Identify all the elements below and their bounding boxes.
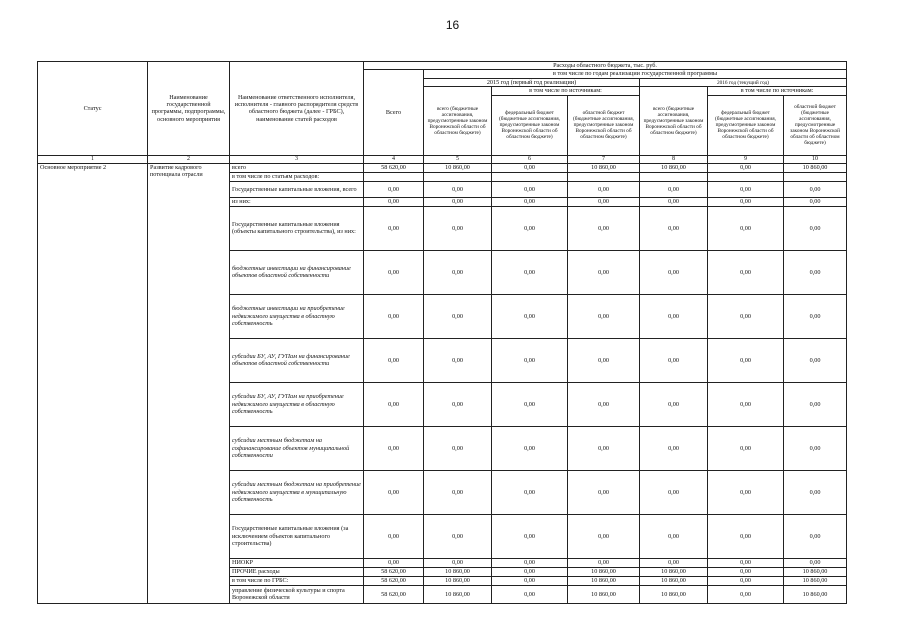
header-year-2015: 2015 год (первый год реализации) bbox=[424, 78, 640, 86]
value-cell: 0,00 bbox=[784, 338, 847, 382]
value-cell: 0,00 bbox=[364, 558, 424, 567]
value-cell: 0,00 bbox=[568, 514, 640, 558]
column-number: 1 bbox=[38, 155, 148, 163]
value-cell: 0,00 bbox=[364, 181, 424, 197]
value-cell: 0,00 bbox=[424, 558, 492, 567]
value-cell: 0,00 bbox=[784, 294, 847, 338]
header-program-name: Наименование государственной программы, подпрограммы, основного мероприятия bbox=[148, 62, 230, 156]
value-cell bbox=[492, 172, 568, 181]
value-cell: 10 860,00 bbox=[568, 163, 640, 172]
value-cell: 0,00 bbox=[364, 250, 424, 294]
value-cell: 0,00 bbox=[708, 470, 784, 514]
column-number: 3 bbox=[230, 155, 364, 163]
value-cell: 0,00 bbox=[492, 585, 568, 603]
column-number: 7 bbox=[568, 155, 640, 163]
value-cell: 0,00 bbox=[708, 250, 784, 294]
value-cell: 0,00 bbox=[492, 382, 568, 426]
value-cell: 0,00 bbox=[568, 206, 640, 250]
value-cell: 0,00 bbox=[424, 206, 492, 250]
value-cell: 10 860,00 bbox=[424, 585, 492, 603]
row-name-cell: субсидии БУ, АУ, ГУПам на финансирование объектов областной собственности bbox=[230, 338, 364, 382]
header-col-total-2016: всего (бюджетные ассигнования, предусмотренные законом Воронежской области об областном бюджете) bbox=[640, 87, 708, 155]
value-cell: 0,00 bbox=[492, 567, 568, 576]
column-number: 8 bbox=[640, 155, 708, 163]
header-by-years: в том числе по годам реализации государственной программы bbox=[424, 70, 847, 78]
header-col-regional-2016: областной бюджет (бюджетные ассигнования, предусмотренные законом Воронежской области об областном бюджете) bbox=[784, 95, 847, 155]
value-cell: 0,00 bbox=[640, 197, 708, 206]
header-col-total-2015: всего (бюджетные ассигнования, предусмотренные законом Воронежской области об областном бюджете) bbox=[424, 87, 492, 155]
value-cell: 0,00 bbox=[708, 567, 784, 576]
value-cell: 10 860,00 bbox=[784, 576, 847, 585]
value-cell: 0,00 bbox=[492, 470, 568, 514]
value-cell: 0,00 bbox=[784, 206, 847, 250]
value-cell: 0,00 bbox=[708, 514, 784, 558]
row-name-cell: управление физической культуры и спорта Воронежской области bbox=[230, 585, 364, 603]
value-cell: 0,00 bbox=[640, 558, 708, 567]
value-cell: 0,00 bbox=[424, 382, 492, 426]
value-cell: 0,00 bbox=[492, 206, 568, 250]
value-cell: 0,00 bbox=[640, 382, 708, 426]
value-cell: 0,00 bbox=[424, 514, 492, 558]
row-name-cell: ПРОЧИЕ расходы bbox=[230, 567, 364, 576]
value-cell: 0,00 bbox=[492, 558, 568, 567]
value-cell: 10 860,00 bbox=[568, 567, 640, 576]
value-cell bbox=[784, 172, 847, 181]
column-number: 6 bbox=[492, 155, 568, 163]
value-cell: 0,00 bbox=[492, 250, 568, 294]
value-cell: 0,00 bbox=[784, 382, 847, 426]
value-cell: 0,00 bbox=[424, 470, 492, 514]
value-cell: 0,00 bbox=[784, 426, 847, 470]
column-number: 2 bbox=[148, 155, 230, 163]
value-cell: 0,00 bbox=[708, 338, 784, 382]
row-name-cell: из них: bbox=[230, 197, 364, 206]
header-col-regional-2015: областной бюджет (бюджетные ассигнования, предусмотренные законом Воронежской области об областном бюджете) bbox=[568, 95, 640, 155]
value-cell: 0,00 bbox=[424, 181, 492, 197]
row-name-cell: в том числе по статьям расходов: bbox=[230, 172, 364, 181]
value-cell: 0,00 bbox=[568, 197, 640, 206]
value-cell: 0,00 bbox=[364, 470, 424, 514]
header-expenses-title: Расходы областного бюджета, тыс. руб. bbox=[364, 62, 847, 70]
value-cell: 0,00 bbox=[784, 181, 847, 197]
value-cell: 58 620,00 bbox=[364, 576, 424, 585]
value-cell: 10 860,00 bbox=[784, 585, 847, 603]
row-name-cell: Государственные капитальные вложения (за исключением объектов капитального строительства) bbox=[230, 514, 364, 558]
value-cell: 0,00 bbox=[640, 294, 708, 338]
value-cell: 58 620,00 bbox=[364, 163, 424, 172]
value-cell: 0,00 bbox=[708, 382, 784, 426]
column-number: 4 bbox=[364, 155, 424, 163]
value-cell: 0,00 bbox=[492, 197, 568, 206]
value-cell: 10 860,00 bbox=[784, 567, 847, 576]
value-cell: 10 860,00 bbox=[784, 163, 847, 172]
row-name-cell: бюджетные инвестиции на приобретение недвижимого имущества в областную собственность bbox=[230, 294, 364, 338]
value-cell: 0,00 bbox=[784, 197, 847, 206]
value-cell: 0,00 bbox=[568, 294, 640, 338]
value-cell: 10 860,00 bbox=[424, 163, 492, 172]
header-col-federal-2015: федеральный бюджет (бюджетные ассигнования, предусмотренные законом Воронежской области об областном бюджете) bbox=[492, 95, 568, 155]
row-name-cell: Государственные капитальные вложения, всего bbox=[230, 181, 364, 197]
value-cell: 0,00 bbox=[424, 338, 492, 382]
value-cell: 0,00 bbox=[364, 338, 424, 382]
value-cell bbox=[640, 172, 708, 181]
value-cell: 0,00 bbox=[568, 181, 640, 197]
value-cell bbox=[364, 172, 424, 181]
value-cell: 0,00 bbox=[568, 382, 640, 426]
value-cell: 0,00 bbox=[424, 426, 492, 470]
column-number: 5 bbox=[424, 155, 492, 163]
row-name-cell: бюджетные инвестиции на финансирование объектов областной собственности bbox=[230, 250, 364, 294]
program-cell: Развитие кадрового потенциала отрасли bbox=[148, 163, 230, 603]
value-cell: 0,00 bbox=[568, 338, 640, 382]
budget-table bbox=[37, 61, 847, 604]
value-cell: 0,00 bbox=[784, 514, 847, 558]
table-row bbox=[38, 163, 847, 172]
value-cell: 0,00 bbox=[708, 585, 784, 603]
header-by-sources-2015: в том числе по источникам: bbox=[492, 87, 640, 95]
value-cell: 0,00 bbox=[640, 470, 708, 514]
row-name-cell: субсидии местным бюджетам на софинансирование объектов муниципальной собственности bbox=[230, 426, 364, 470]
value-cell: 0,00 bbox=[492, 163, 568, 172]
page-number: 16 bbox=[445, 18, 460, 32]
value-cell: 0,00 bbox=[640, 250, 708, 294]
value-cell: 10 860,00 bbox=[640, 585, 708, 603]
value-cell: 0,00 bbox=[364, 197, 424, 206]
value-cell: 10 860,00 bbox=[424, 567, 492, 576]
value-cell: 0,00 bbox=[424, 294, 492, 338]
value-cell: 10 860,00 bbox=[424, 576, 492, 585]
row-name-cell: субсидии местным бюджетам на приобретение недвижимого имущества в муниципальную собственность bbox=[230, 470, 364, 514]
value-cell: 0,00 bbox=[708, 206, 784, 250]
header-col-federal-2016: федеральный бюджет (бюджетные ассигнования, предусмотренные законом Воронежской области об областном бюджете) bbox=[708, 95, 784, 155]
value-cell: 0,00 bbox=[492, 576, 568, 585]
row-name-cell: всего bbox=[230, 163, 364, 172]
value-cell: 0,00 bbox=[492, 514, 568, 558]
row-name-cell: Государственные капитальные вложения (объекты капитального строительства), из них: bbox=[230, 206, 364, 250]
column-number-row bbox=[38, 155, 847, 163]
value-cell: 0,00 bbox=[364, 514, 424, 558]
value-cell: 0,00 bbox=[708, 197, 784, 206]
header-executor: Наименование ответственного исполнителя, исполнителя - главного распорядителя средств областного бюджета (далее - ГРБС), наименование статей расходов bbox=[230, 62, 364, 156]
value-cell: 0,00 bbox=[640, 181, 708, 197]
value-cell: 0,00 bbox=[708, 163, 784, 172]
value-cell: 0,00 bbox=[784, 558, 847, 567]
value-cell: 10 860,00 bbox=[640, 567, 708, 576]
value-cell: 0,00 bbox=[568, 470, 640, 514]
value-cell: 10 860,00 bbox=[640, 163, 708, 172]
value-cell bbox=[424, 172, 492, 181]
column-number: 10 bbox=[784, 155, 847, 163]
value-cell: 0,00 bbox=[492, 181, 568, 197]
value-cell bbox=[708, 172, 784, 181]
value-cell: 58 620,00 bbox=[364, 567, 424, 576]
value-cell: 0,00 bbox=[492, 294, 568, 338]
row-name-cell: НИОКР bbox=[230, 558, 364, 567]
value-cell: 0,00 bbox=[708, 576, 784, 585]
value-cell: 0,00 bbox=[708, 426, 784, 470]
value-cell: 0,00 bbox=[364, 382, 424, 426]
header-status: Статус bbox=[38, 62, 148, 156]
value-cell: 0,00 bbox=[708, 294, 784, 338]
value-cell: 0,00 bbox=[364, 426, 424, 470]
status-cell: Основное мероприятие 2 bbox=[38, 163, 148, 603]
value-cell: 0,00 bbox=[492, 338, 568, 382]
value-cell: 0,00 bbox=[364, 206, 424, 250]
value-cell: 0,00 bbox=[784, 250, 847, 294]
column-number: 9 bbox=[708, 155, 784, 163]
value-cell: 0,00 bbox=[640, 426, 708, 470]
value-cell: 0,00 bbox=[640, 338, 708, 382]
value-cell bbox=[568, 172, 640, 181]
value-cell: 0,00 bbox=[424, 250, 492, 294]
value-cell: 0,00 bbox=[640, 514, 708, 558]
value-cell: 0,00 bbox=[708, 558, 784, 567]
header-year-2016: 2016 год (текущий год) bbox=[640, 78, 847, 86]
value-cell: 0,00 bbox=[568, 250, 640, 294]
header-total: Всего bbox=[364, 70, 424, 155]
value-cell: 10 860,00 bbox=[640, 576, 708, 585]
value-cell: 0,00 bbox=[640, 206, 708, 250]
value-cell: 0,00 bbox=[364, 294, 424, 338]
value-cell: 0,00 bbox=[784, 470, 847, 514]
value-cell: 58 620,00 bbox=[364, 585, 424, 603]
header-by-sources-2016: в том числе по источникам: bbox=[708, 87, 847, 95]
value-cell: 0,00 bbox=[568, 426, 640, 470]
value-cell: 0,00 bbox=[492, 426, 568, 470]
value-cell: 0,00 bbox=[708, 181, 784, 197]
value-cell: 10 860,00 bbox=[568, 576, 640, 585]
row-name-cell: субсидии БУ, АУ, ГУПам на приобретение недвижимого имущества в областную собственность bbox=[230, 382, 364, 426]
value-cell: 0,00 bbox=[424, 197, 492, 206]
value-cell: 10 860,00 bbox=[568, 585, 640, 603]
row-name-cell: в том числе по ГРБС: bbox=[230, 576, 364, 585]
value-cell: 0,00 bbox=[568, 558, 640, 567]
